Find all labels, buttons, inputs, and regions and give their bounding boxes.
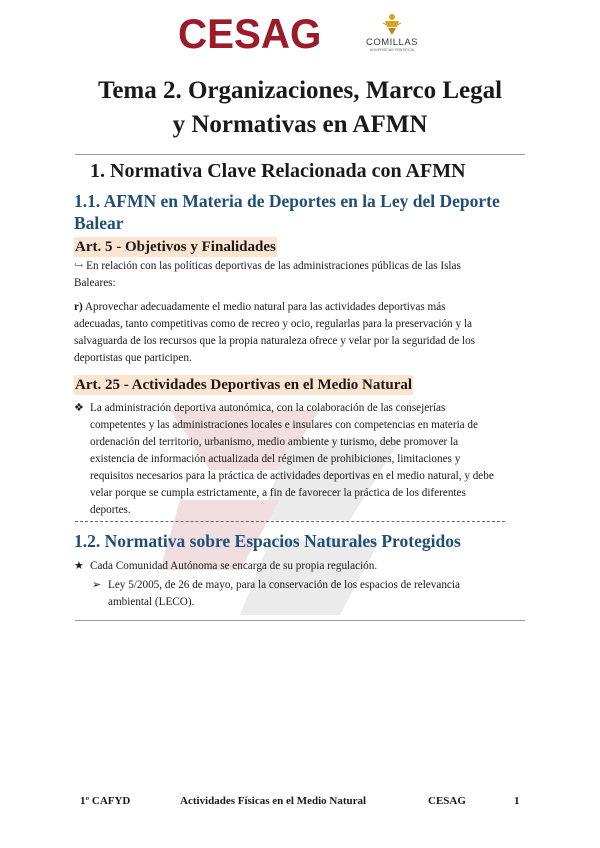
footer-page-number: 1 — [514, 795, 520, 807]
cesag-logo: CESAG — [178, 10, 322, 57]
art-25-line-5: requisitos necesarios para la práctica de actividades deportivas en el medio natural, y debe — [90, 470, 494, 482]
star-bullet-icon: ★ — [74, 560, 85, 572]
art-5-intro-line-2: Baleares: — [74, 277, 116, 289]
page-footer — [0, 795, 600, 813]
art-5-heading: Art. 5 - Objetivos y Finalidades — [75, 239, 276, 255]
diamond-bullet-icon: ❖ — [74, 402, 85, 414]
art-5-point-line-1: Aprovechar adecuadamente el medio natural para las actividades deportivas más — [84, 301, 446, 313]
arrow-bullet-line-1: Ley 5/2005, de 26 de mayo, para la conservación de los espacios de relevancia — [108, 579, 460, 591]
art-25-heading: Art. 25 - Actividades Deportivas en el Medio Natural — [75, 377, 413, 393]
arrow-bullet-icon: ➢ — [92, 579, 102, 591]
art-5-point-line-2: adecuadas, tanto competitivas como de recreo y ocio, regularlas para la preservación y la — [74, 318, 472, 330]
art-25-line-7: deportes. — [90, 504, 131, 516]
title-line-1: Tema 2. Organizaciones, Marco Legal — [97, 77, 503, 104]
art-25-line-6: velar porque se cumpla estrictamente, a fin de favorecer la práctica de los diferentes — [90, 487, 466, 499]
footer-subject: Actividades Físicas en el Medio Natural — [180, 795, 367, 807]
return-arrow-icon: ↪ — [74, 260, 84, 272]
comillas-crest-icon — [379, 12, 405, 36]
subsection-1-1-heading — [74, 190, 500, 234]
subsection-1-2-heading: 1.2. Normativa sobre Espacios Naturales Protegidos — [74, 531, 461, 551]
divider-top — [75, 154, 525, 155]
arrow-bullet-item — [92, 577, 522, 611]
art-5-intro — [74, 258, 526, 292]
page-header — [0, 8, 600, 58]
art-5-intro-line-1: En relación con las políticas deportivas de las administraciones públicas de las Islas — [86, 260, 461, 272]
section-1-heading: 1. Normativa Clave Relacionada con AFMN — [90, 160, 466, 182]
art-25-line-1: La administración deportiva autonómica, con la colaboración de las consejerías — [90, 402, 446, 414]
art-5-point-r — [74, 299, 526, 367]
footer-course: 1º CAFYD — [80, 795, 131, 807]
comillas-name: COMILLAS — [365, 37, 419, 48]
star-bullet-item — [74, 558, 530, 575]
art-25-text — [90, 400, 530, 519]
divider-bottom — [75, 620, 525, 621]
art-5-point-line-3: salvaguarda de los recursos que la propia naturaleza ofrece y velar por la seguridad de los — [74, 335, 476, 347]
footer-school: CESAG — [428, 795, 466, 807]
dashed-divider — [75, 521, 505, 522]
art-25-line-4: existencia de información actualizada del régimen de prohibiciones, limitaciones y — [90, 453, 461, 465]
art-25-line-3: ordenación del territorio, urbanismo, medio ambiente y turismo, debe promover la — [90, 436, 459, 448]
art-25-line-2: competentes y las administraciones locales e insulares con competencias en materia de — [90, 419, 478, 431]
comillas-subtitle: UNIVERSIDAD PONTIFICIA — [369, 48, 415, 52]
page-title — [0, 74, 600, 142]
point-label: r) — [74, 301, 83, 313]
art-25-bullet — [74, 400, 530, 519]
subsection-1-1-heading-line-1: 1.1. AFMN en Materia de Deportes en la Ley del Deporte — [74, 191, 500, 211]
star-bullet-text: Cada Comunidad Autónoma se encarga de su propia regulación. — [90, 560, 378, 572]
comillas-logo — [360, 12, 424, 64]
art-5-point-line-4: deportistas que participen. — [74, 352, 192, 364]
arrow-bullet-line-2: ambiental (LECO). — [108, 596, 195, 608]
subsection-1-1-heading-line-2: Balear — [74, 213, 124, 233]
title-line-2: y Normativas en AFMN — [172, 111, 428, 138]
arrow-bullet-text — [108, 577, 522, 611]
